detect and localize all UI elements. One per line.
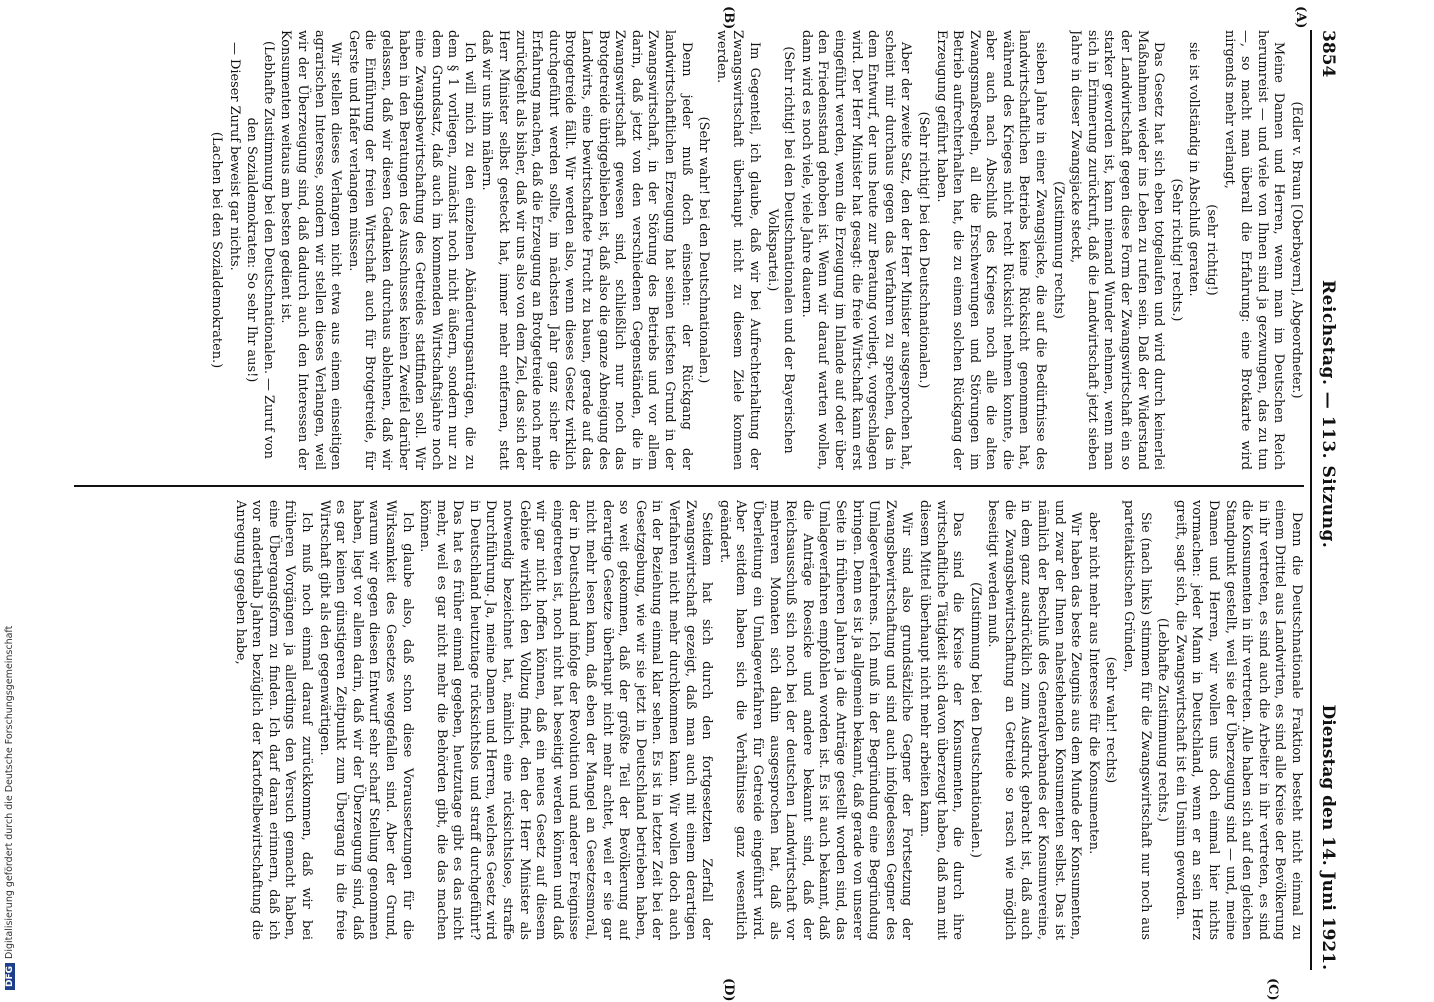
session-date: Dienstag den 14. Juni 1921. <box>1318 704 1338 970</box>
paragraph: Das sind die Kreise der Konsumenten, die durch ihre wirtschaftliche Tätigkeit sich davon überzeugt haben, daß man mit diesem Mittel überhaupt nicht mehr arbeiten kann. <box>916 500 966 940</box>
speaker-line: (Edler v. Braun [Oberbayern], Abgeordneter.) <box>1289 101 1304 399</box>
digitization-footer <box>4 0 20 990</box>
interjection: (Lebhafte Zustimmung bei den Deutschnationalen. — Zuruf von den Sozialdemokraten: So sehr Ihr aus!) <box>244 41 276 459</box>
margin-marker-c: (C) <box>1265 978 1280 1001</box>
interjection: (Zustimmung rechts) <box>1050 181 1066 319</box>
paragraph: Denn jeder muß doch einsehen: der Rückgang der landwirtschaftlichen Erzeugung hat seinen tiefsten Grund in der Zwangswirtschaft, in der Störung des Betriebs und vor allem darin, daß jetzt von den verschiedenen Gegenständen, die in Zwangswirtschaft gewesen sind, schließlich nur noch das Brotgetreide übriggeblieben ist, daß also die ganze Abneigung des Landwirts, eine bewirtschaftete Frucht zu bauen, gerade auf das Brotgetreide fällt. Wir werden also, wenn dieses Gesetz wirklich durchgeführt werden sollte, im nächsten Jahr ganz sicher die Erfahrung machen, daß die Erzeugung an Brotgetreide noch mehr zurückgeht als bisher, daß wir uns also von dem Ziel, das sich der Herr Minister selbst gesteckt hat, immer mehr entfernen, statt daß wir uns ihm nähern. <box>479 30 694 470</box>
margin-marker-d: (D) <box>721 978 736 1002</box>
interjection: (Sehr wahr! bei den Deutschnationalen.) <box>696 116 712 384</box>
header-rule <box>1310 30 1312 970</box>
interjection: (sehr wahr! rechts) <box>1103 656 1119 784</box>
paragraph: Das Gesetz hat sich eben totgelaufen und wird durch keinerlei Maßnahmen wieder ins Leben zu rufen sein. Daß der Widerstand der Landwirtschaft gegen diese Form der Zwangswirtschaft ein so starker geworden ist, kann niemand Wunder nehmen, wenn man sich in Erinnerung zurückruft, daß die Landwirtschaft jetzt sieben Jahre in dieser Zwangsjacke steckt, <box>1068 30 1167 470</box>
session-title: Reichstag. — 113. Sitzung. <box>1318 280 1338 549</box>
paragraph: Seitdem hat sich durch den fortgesetzten Zerfall der Zwangswirtschaft gezeigt, daß man auch mit einem derartigen Verfahren nicht mehr durchkommen kann. Wir wollen doch auch in der Beziehung einmal klar sehen. Es ist in letzter Zeit bei der Gesetzgebung, wie wir sie jetzt in Deutschland betrieben haben, so weit gekommen, daß der größte Teil der Bevölkerung auf derartige Gesetze überhaupt nicht mehr achtet, weil er sie gar nicht mehr lesen kann, daß eben der Mangel an Gesetzesmoral, der in Deutschland infolge der Revolution und anderer Ereignisse eingetreten ist, noch nicht hat beseitigt werden können und daß wir gar nicht hoffen können, daß ein neues Gesetz auf diesem Gebiete wirklich den Vollzug findet, den der Herr Minister als notwendig bezeichnet hat, nämlich eine rücksichtslose, straffe Durchführung. Ja, meine Damen und Herren, welches Gesetz wird in Deutschland heutzutage rücksichtslos und straff durchgeführt? Das hat es früher einmal gegeben, heutzutage gibt es das nicht mehr, weil es gar nicht mehr die Behörden gibt, die das machen können. <box>417 500 715 940</box>
paragraph: Meine Damen und Herren, wenn man im Deutschen Reich herumreist — und viele von Ihnen sind ja gezwungen, das zu tun —, so macht man überall die Erfahrung: eine Brotkarte wird nirgends mehr verlangt, <box>1221 30 1287 470</box>
page-header <box>1314 30 1340 970</box>
interjection: (Lebhafte Zustimmung rechts.) <box>1155 618 1171 822</box>
right-column <box>74 500 1304 940</box>
margin-marker-b: (B) <box>721 6 736 30</box>
rotated-page <box>65 6 1340 1002</box>
dfg-logo: DFG <box>5 963 15 990</box>
paragraph: aber nicht mehr aus Interesse für die Konsumenten. <box>1085 512 1101 855</box>
paragraph: — Dieser Zuruf beweist gar nichts. <box>226 42 242 271</box>
interjection: (sehr richtig!) <box>1204 204 1220 296</box>
interjection: (Sehr richtig! bei den Deutschnationalen und der Bayerischen Volkspartei.) <box>764 46 797 454</box>
interjection: (Sehr richtig! bei den Deutschnationalen.) <box>915 111 931 389</box>
paragraph: Ich muß noch einmal darauf zurückkommen, daß wir bei früheren Vorgängen ja allerdings den Versuch gemacht haben, eine Übergangsform zu finden. Ich darf daran erinnern, daß ich vor anderthalb Jahren bezüglich der Kartoffelbewirtschaftung die Anregung gegeben habe, <box>232 500 314 940</box>
paragraph: Im Gegenteil, ich glaube, daß wir bei Aufrechterhaltung der Zwangswirtschaft überhaupt nicht zu diesem Ziele kommen werden. <box>713 30 762 470</box>
left-column <box>74 30 1304 470</box>
margin-marker-a: (A) <box>1293 6 1308 29</box>
column-divider <box>74 485 1304 487</box>
page-number: 3854 <box>1318 30 1338 78</box>
paragraph: sieben Jahre in einer Zwangsjacke, die auf die Bedürfnisse des landwirtschaftlichen Betriebs keine Rücksicht genommen hat, während des Krieges nicht recht Rücksicht nehmen konnte, die aber auch nach Abschluß des Krieges noch alle die alten Zwangsmaßregeln, all die Erschwerungen und Störungen im Betrieb aufrechterhalten hat, die zu einem solchen Rückgang der Erzeugung geführt haben. <box>933 30 1049 470</box>
paragraph: Wir stellen dieses Verlangen nicht etwa aus einem einseitigen agrarischen Interesse, sondern wir stellen dieses Verlangen, weil wir der Überzeugung sind, daß dadurch auch den Interessen der Konsumenten weitaus am besten gedient ist. <box>278 30 344 470</box>
interjection: (Lachen bei den Sozialdemokraten.) <box>209 131 224 369</box>
paragraph: Aber der zweite Satz, den der Herr Minister ausgesprochen hat, scheint mir durchaus gegen das Verfahren zu sprechen, das in dem Entwurf, der uns heute zur Beratung vorliegt, vorgeschlagen wird. Der Herr Minister hat gesagt: die freie Wirtschaft kann erst eingeführt werden, wenn die Erzeugung im Inlande auf oder über den Friedensstand gehoben ist. Wenn wir darauf warten wollen, dann wird es noch viele, viele Jahre dauern. <box>798 30 914 470</box>
paragraph: Wir haben das beste Zeugnis aus dem Munde der Konsumenten, und zwar der Ihnen nahestehenden Konsumenten selbst. Das ist nämlich der Beschluß des Generalverbandes der Konsumvereine, in dem ganz ausdrücklich zum Ausdruck gebracht ist, daß auch die Zwangsbewirtschaftung an Getreide so rasch wie möglich beseitigt werden muß. <box>985 500 1084 940</box>
paragraph: Ich will mich zu den einzelnen Abänderungsanträgen, die zu dem § 1 vorliegen, zunächst noch nicht äußern, sondern nur zu dem Grundsatz, daß auch im kommenden Wirtschaftsjahre noch eine Zwangsbewirtschaftung des Getreides stattfinden soll. Wir haben in den Beratungen des Ausschusses keinen Zweifel darüber gelassen, daß wir diesen Gedanken durchaus ablehnen, daß wir die Einführung der freien Wirtschaft auch für Brotgetreide, für Gerste und Hafer verlangen müssen. <box>345 30 477 470</box>
interjection: (Sehr richtig! rechts.) <box>1168 178 1184 322</box>
paragraph: Denn die Deutschnationale Fraktion besteht nicht einmal zu einem Drittel aus Landwirten, es sind alle Kreise der Bevölkerung in ihr vertreten, es sind auch die Arbeiter in ihr vertreten, es sind die Konsumenten in ihr vertreten. Alle haben sich auf den gleichen Standpunkt gestellt, weil sie der Überzeugung sind — und, meine Damen und Herren, wir wollen uns doch einmal hier nichts vormachen: jeder Mann in Deutschland, wenn er an sein Herz greift, sagt sich, die Zwangswirtschaft ist ein Unsinn geworden. <box>1172 500 1304 940</box>
paragraph: Wir sind also grundsätzliche Gegner der Fortsetzung der Zwangsbewirtschaftung und sind auch infolgedessen Gegner des Umlageverfahrens. Ich muß in der Begründung eine Begründung bringen. Denn es ist ja allgemein bekannt, daß gerade von unserer Seite in früheren Jahren ja die Anträge gestellt worden sind, das Umlageverfahren empfohlen worden ist. Es ist auch bekannt, daß die Anträge Roesicke und andere bekannt sind, daß der Reichsausschuß sich noch bei der deutschen Landwirtschaft vor mehreren Monaten sich dahin ausgesprochen hat, daß als Überleitung ein Umlageverfahren für Getreide eingeführt wird. Aber seitdem haben sich die Verhältnisse ganz wesentlich geändert. <box>716 500 915 940</box>
paragraph: Ich glaube also, daß schon diese Voraussetzungen für die Wirksamkeit des Gesetzes weggefallen sind. Aber der Grund, warum wir gegen diesen Entwurf sehr scharf Stellung genommen haben, liegt vor allem darin, daß wir der Überzeugung sind, daß es gar keinen günstigeren Zeitpunkt zum Übergang in die freie Wirtschaft gibt als den gegenwärtigen. <box>316 500 415 940</box>
interjection: (Zustimmung bei den Deutschnationalen.) <box>967 582 983 858</box>
paragraph: sie ist vollständig in Abschluß geraten. <box>1186 42 1202 297</box>
paragraph: Sie (nach links) stimmen für die Zwangswirtschaft nur noch aus parteitaktischen Gründen, <box>1121 500 1153 940</box>
footer-text: Digitalisierung gefördert durch die Deutsche Forschungsgemeinschaft <box>4 625 15 959</box>
